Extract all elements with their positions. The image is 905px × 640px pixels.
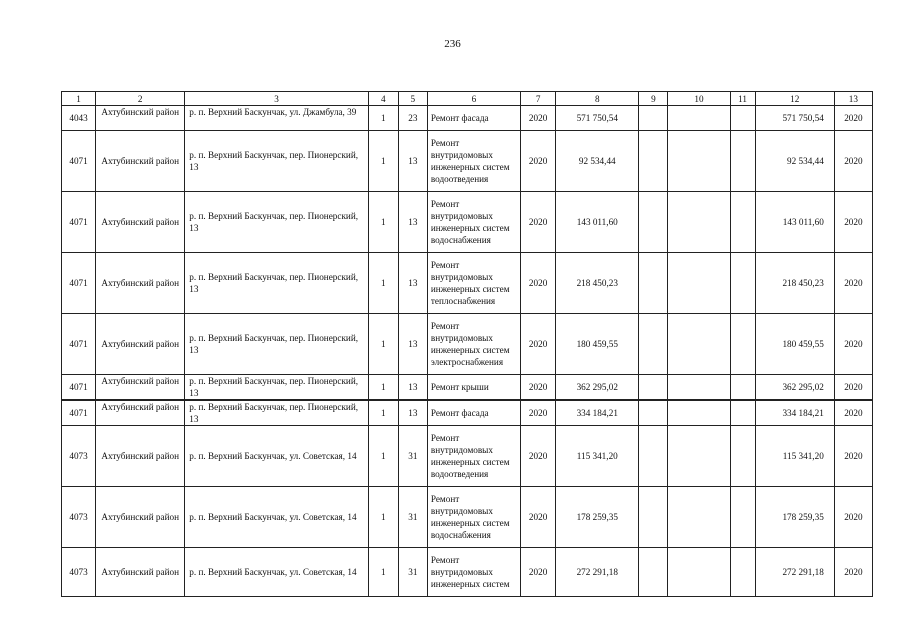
address-cell: р. п. Верхний Баскунчак, ул. Советская, 14 (185, 426, 368, 487)
year-total-cell: 2020 (834, 253, 872, 314)
district-cell: Ахтубинский район (96, 400, 185, 426)
cost-total-cell: 143 011,60 (755, 192, 834, 253)
cost-total-cell: 92 534,44 (755, 131, 834, 192)
col9-cell (639, 375, 668, 401)
column-header: 11 (730, 92, 755, 106)
address-cell: р. п. Верхний Баскунчак, пер. Пионерский, 13 (185, 131, 368, 192)
table-row (62, 106, 873, 131)
col11-cell (730, 253, 755, 314)
row-id: 4073 (62, 426, 96, 487)
col11-cell (730, 375, 755, 401)
year-cell: 2020 (521, 487, 556, 548)
col5-cell: 13 (398, 400, 427, 426)
row-id: 4073 (62, 548, 96, 597)
year-cell: 2020 (521, 253, 556, 314)
district-cell: Ахтубинский район (96, 314, 185, 375)
year-total-cell: 2020 (834, 192, 872, 253)
district-cell: Ахтубинский район (96, 192, 185, 253)
row-id: 4043 (62, 106, 96, 131)
col11-cell (730, 548, 755, 597)
col5-cell: 13 (398, 192, 427, 253)
year-total-cell: 2020 (834, 314, 872, 375)
address-cell: р. п. Верхний Баскунчак, пер. Пионерский, 13 (185, 400, 368, 426)
year-total-cell: 2020 (834, 131, 872, 192)
col11-cell (730, 192, 755, 253)
address-cell: р. п. Верхний Баскунчак, пер. Пионерский, 13 (185, 253, 368, 314)
cost-total-cell: 115 341,20 (755, 426, 834, 487)
address-cell: р. п. Верхний Баскунчак, ул. Джамбула, 39 (185, 106, 368, 131)
address-cell: р. п. Верхний Баскунчак, пер. Пионерский, 13 (185, 375, 368, 401)
col10-cell (668, 375, 730, 401)
column-header: 2 (96, 92, 185, 106)
col4-cell: 1 (368, 192, 398, 253)
col10-cell (668, 400, 730, 426)
col11-cell (730, 487, 755, 548)
row-id: 4071 (62, 400, 96, 426)
col4-cell: 1 (368, 548, 398, 597)
col9-cell (639, 253, 668, 314)
cost-total-cell: 334 184,21 (755, 400, 834, 426)
address-cell: р. п. Верхний Баскунчак, ул. Советская, 14 (185, 487, 368, 548)
year-total-cell: 2020 (834, 426, 872, 487)
cost-cell: 180 459,55 (556, 314, 639, 375)
col9-cell (639, 314, 668, 375)
col5-cell: 13 (398, 375, 427, 401)
year-total-cell: 2020 (834, 375, 872, 401)
cost-cell: 115 341,20 (556, 426, 639, 487)
column-header: 3 (185, 92, 368, 106)
col9-cell (639, 131, 668, 192)
row-id: 4071 (62, 253, 96, 314)
district-cell: Ахтубинский район (96, 106, 185, 131)
cost-cell: 571 750,54 (556, 106, 639, 131)
year-total-cell: 2020 (834, 548, 872, 597)
year-total-cell: 2020 (834, 400, 872, 426)
address-cell: р. п. Верхний Баскунчак, ул. Советская, 14 (185, 548, 368, 597)
column-header: 10 (668, 92, 730, 106)
col5-cell: 13 (398, 131, 427, 192)
work-type-cell: Ремонт внутридомовых инженерных систем водоотведения (427, 131, 520, 192)
row-id: 4071 (62, 314, 96, 375)
work-type-cell: Ремонт фасада (427, 400, 520, 426)
work-type-cell: Ремонт фасада (427, 106, 520, 131)
address-cell: р. п. Верхний Баскунчак, пер. Пионерский, 13 (185, 314, 368, 375)
row-id: 4071 (62, 131, 96, 192)
row-id: 4071 (62, 192, 96, 253)
col5-cell: 31 (398, 548, 427, 597)
column-header: 5 (398, 92, 427, 106)
col5-cell: 31 (398, 487, 427, 548)
table-row (62, 253, 873, 314)
table-row (62, 375, 873, 401)
col4-cell: 1 (368, 375, 398, 401)
column-header: 6 (427, 92, 520, 106)
column-header: 1 (62, 92, 96, 106)
table-row (62, 487, 873, 548)
column-header: 7 (521, 92, 556, 106)
cost-total-cell: 178 259,35 (755, 487, 834, 548)
cost-cell: 272 291,18 (556, 548, 639, 597)
table-row (62, 314, 873, 375)
column-header: 9 (639, 92, 668, 106)
col11-cell (730, 314, 755, 375)
cost-total-cell: 571 750,54 (755, 106, 834, 131)
col9-cell (639, 106, 668, 131)
column-header: 13 (834, 92, 872, 106)
work-type-cell: Ремонт внутридомовых инженерных систем электроснабжения (427, 314, 520, 375)
col10-cell (668, 106, 730, 131)
cost-cell: 178 259,35 (556, 487, 639, 548)
col10-cell (668, 426, 730, 487)
work-type-cell: Ремонт крыши (427, 375, 520, 401)
district-cell: Ахтубинский район (96, 548, 185, 597)
col4-cell: 1 (368, 400, 398, 426)
column-header: 4 (368, 92, 398, 106)
district-cell: Ахтубинский район (96, 487, 185, 548)
col5-cell: 13 (398, 314, 427, 375)
col9-cell (639, 426, 668, 487)
address-cell: р. п. Верхний Баскунчак, пер. Пионерский, 13 (185, 192, 368, 253)
column-number-row (62, 92, 873, 106)
work-type-cell: Ремонт внутридомовых инженерных систем теплоснабжения (427, 253, 520, 314)
year-total-cell: 2020 (834, 487, 872, 548)
col5-cell: 13 (398, 253, 427, 314)
cost-cell: 362 295,02 (556, 375, 639, 401)
repair-registry-table (61, 91, 873, 597)
col10-cell (668, 314, 730, 375)
year-cell: 2020 (521, 426, 556, 487)
cost-total-cell: 218 450,23 (755, 253, 834, 314)
cost-cell: 218 450,23 (556, 253, 639, 314)
cost-total-cell: 362 295,02 (755, 375, 834, 401)
col9-cell (639, 487, 668, 548)
table-row (62, 548, 873, 597)
col4-cell: 1 (368, 426, 398, 487)
cost-cell: 92 534,44 (556, 131, 639, 192)
table-row (62, 192, 873, 253)
year-cell: 2020 (521, 400, 556, 426)
table-row (62, 426, 873, 487)
col10-cell (668, 253, 730, 314)
year-cell: 2020 (521, 314, 556, 375)
column-header: 8 (556, 92, 639, 106)
year-total-cell: 2020 (834, 106, 872, 131)
col11-cell (730, 106, 755, 131)
col4-cell: 1 (368, 253, 398, 314)
work-type-cell: Ремонт внутридомовых инженерных систем водоснабжения (427, 192, 520, 253)
col4-cell: 1 (368, 106, 398, 131)
col10-cell (668, 131, 730, 192)
district-cell: Ахтубинский район (96, 426, 185, 487)
row-id: 4071 (62, 375, 96, 401)
col5-cell: 23 (398, 106, 427, 131)
cost-total-cell: 272 291,18 (755, 548, 834, 597)
year-cell: 2020 (521, 192, 556, 253)
col11-cell (730, 131, 755, 192)
column-header: 12 (755, 92, 834, 106)
year-cell: 2020 (521, 131, 556, 192)
work-type-cell: Ремонт внутридомовых инженерных систем водоотведения (427, 426, 520, 487)
col11-cell (730, 400, 755, 426)
page-number: 236 (444, 38, 461, 50)
col4-cell: 1 (368, 131, 398, 192)
col11-cell (730, 426, 755, 487)
col4-cell: 1 (368, 487, 398, 548)
col10-cell (668, 548, 730, 597)
col10-cell (668, 192, 730, 253)
col9-cell (639, 400, 668, 426)
col5-cell: 31 (398, 426, 427, 487)
table-row (62, 400, 873, 426)
col4-cell: 1 (368, 314, 398, 375)
cost-cell: 143 011,60 (556, 192, 639, 253)
work-type-cell: Ремонт внутридомовых инженерных систем (427, 548, 520, 597)
col10-cell (668, 487, 730, 548)
year-cell: 2020 (521, 106, 556, 131)
col9-cell (639, 192, 668, 253)
cost-total-cell: 180 459,55 (755, 314, 834, 375)
district-cell: Ахтубинский район (96, 375, 185, 401)
col9-cell (639, 548, 668, 597)
cost-cell: 334 184,21 (556, 400, 639, 426)
district-cell: Ахтубинский район (96, 131, 185, 192)
table-row (62, 131, 873, 192)
district-cell: Ахтубинский район (96, 253, 185, 314)
year-cell: 2020 (521, 548, 556, 597)
work-type-cell: Ремонт внутридомовых инженерных систем водоснабжения (427, 487, 520, 548)
row-id: 4073 (62, 487, 96, 548)
year-cell: 2020 (521, 375, 556, 401)
